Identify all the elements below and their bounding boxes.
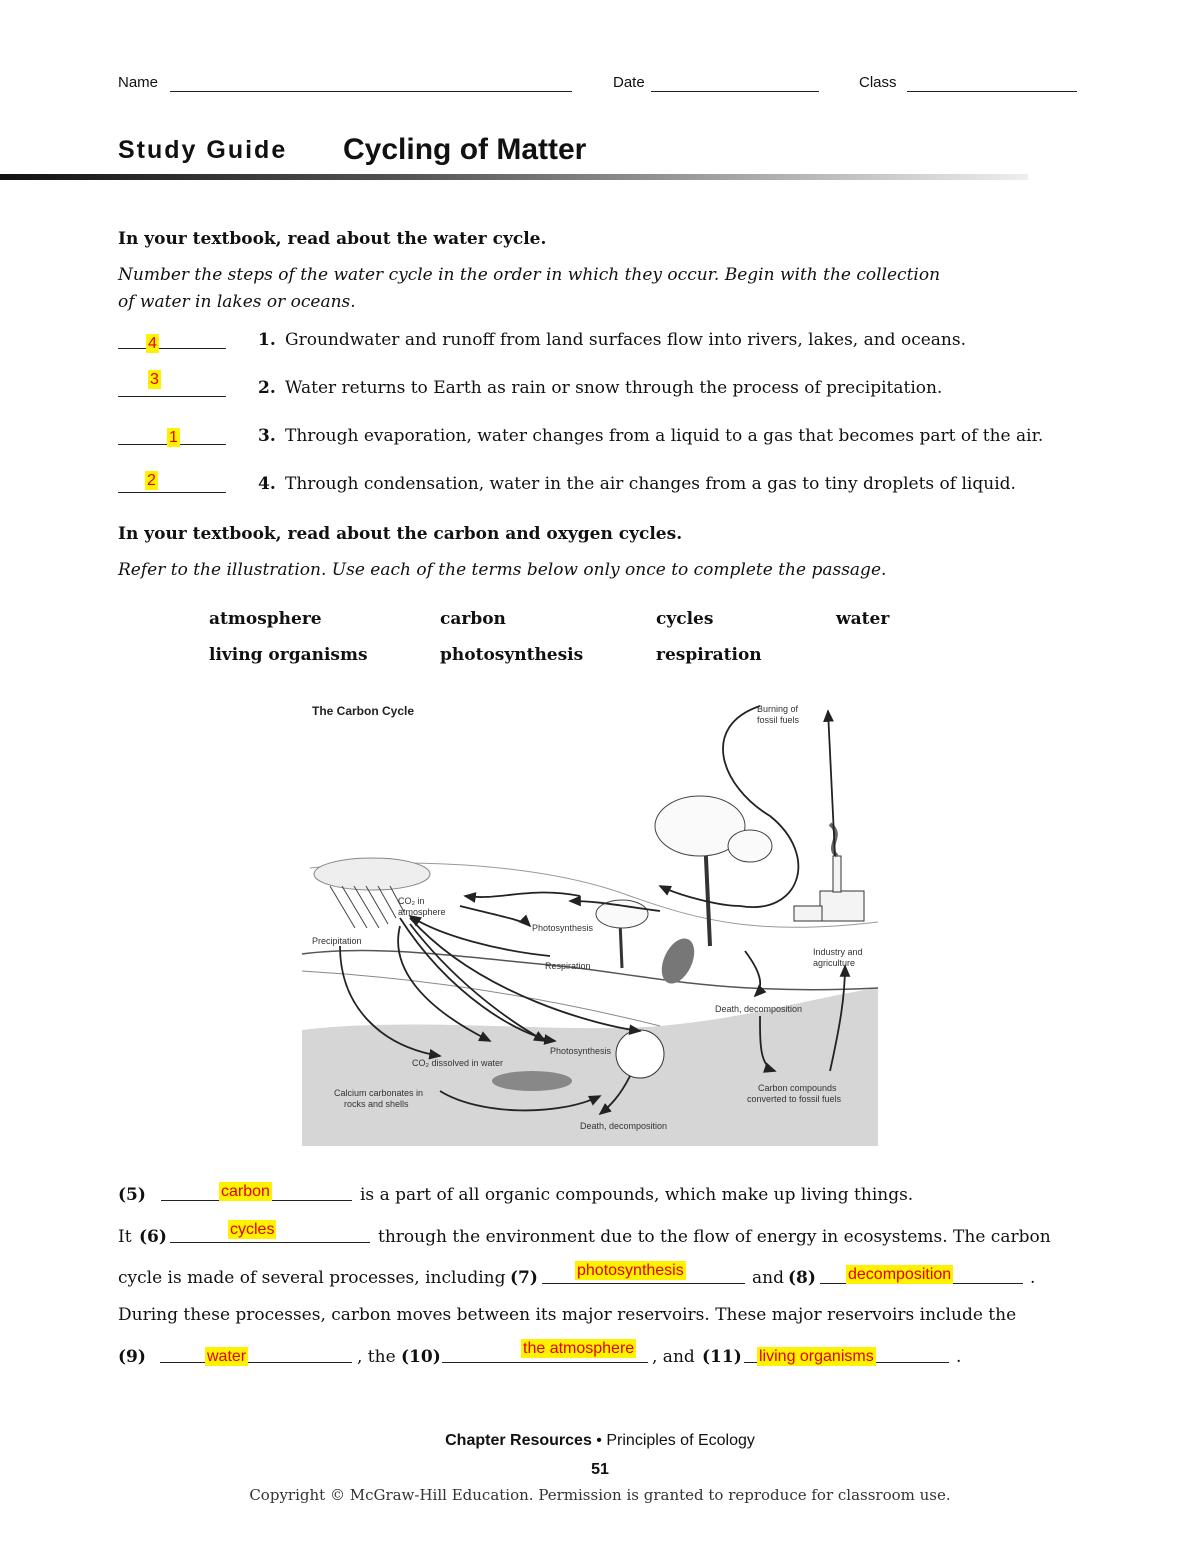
fish [492, 1071, 572, 1091]
label-carbon-compounds-1: Carbon compounds [758, 1083, 837, 1093]
label-precipitation: Precipitation [312, 936, 362, 946]
blank-10-answer[interactable]: the atmosphere [523, 1340, 635, 1357]
footer-unit: Principles of Ecology [606, 1432, 755, 1449]
blank-7-line[interactable] [542, 1283, 745, 1284]
passage-6-number: (6) [139, 1227, 167, 1247]
label-co2-atm-1: CO₂ in [398, 896, 425, 906]
blank-10-line[interactable] [442, 1362, 648, 1363]
step-4-answer[interactable]: 2 [147, 472, 156, 489]
passage-8-end: . [1030, 1268, 1036, 1288]
factory [794, 824, 864, 921]
copyright: Copyright © McGraw-Hill Education. Permission is granted to reproduce for classroom use. [249, 1486, 951, 1504]
water-instructions-2: of water in lakes or oceans. [118, 292, 356, 312]
passage-reservoirs: During these processes, carbon moves between its major reservoirs. These major reservoirs include the [118, 1305, 1017, 1325]
term-carbon: carbon [440, 609, 506, 629]
passage-5-number: (5) [118, 1185, 146, 1205]
label-death-water: Death, decomposition [580, 1121, 668, 1131]
date-label: Date [613, 74, 645, 91]
shore-line [302, 971, 660, 1026]
label-calcium-2: rocks and shells [344, 1099, 409, 1109]
label-carbon-compounds-2: converted to fossil fuels [747, 1094, 842, 1104]
term-cycles: cycles [656, 609, 714, 629]
term-photosynthesis: photosynthesis [440, 645, 584, 665]
blank-11-answer[interactable]: living organisms [759, 1348, 874, 1365]
plankton-inset [616, 1030, 664, 1078]
passage-5-text: is a part of all organic compounds, which make up living things. [360, 1185, 914, 1205]
passage-7-prefix: cycle is made of several processes, including [118, 1268, 506, 1288]
passage-11-end: . [956, 1347, 962, 1367]
blank-9-line[interactable] [160, 1362, 352, 1363]
blank-7-answer[interactable]: photosynthesis [577, 1262, 684, 1279]
carbon-cycle-diagram [300, 696, 880, 1146]
label-industry-2: agriculture [813, 958, 856, 968]
blank-6-line[interactable] [170, 1242, 370, 1243]
blank-6-answer[interactable]: cycles [230, 1221, 275, 1238]
small-tree [596, 900, 648, 968]
label-respiration: Respiration [545, 961, 591, 971]
passage-8-and: and [752, 1268, 784, 1288]
label-industry-1: Industry and [813, 947, 863, 957]
title-prefix: Study Guide [118, 136, 288, 164]
term-atmosphere: atmosphere [209, 609, 322, 629]
passage-6-text: through the environment due to the flow of energy in ecosystems. The carbon [378, 1227, 1051, 1247]
passage-6-prefix: It [118, 1227, 132, 1247]
label-photosynthesis-water: Photosynthesis [550, 1046, 612, 1056]
page-title: Cycling of Matter [343, 133, 587, 166]
class-label: Class [859, 74, 897, 91]
blank-8-answer[interactable]: decomposition [848, 1266, 952, 1283]
passage-7-number: (7) [510, 1268, 538, 1288]
label-co2-water: CO₂ dissolved in water [412, 1058, 504, 1068]
step-4-text: Through condensation, water in the air changes from a gas to tiny droplets of liquid. [285, 474, 1016, 494]
animal [655, 933, 701, 988]
carbon-heading: In your textbook, read about the carbon and oxygen cycles. [118, 524, 683, 544]
name-label: Name [118, 74, 159, 91]
carbon-instructions: Refer to the illustration. Use each of the terms below only once to complete the passage. [118, 560, 887, 580]
rain [330, 886, 404, 928]
date-field[interactable] [651, 91, 819, 92]
term-respiration: respiration [656, 645, 762, 665]
label-calcium-1: Calcium carbonates in [334, 1088, 424, 1098]
label-burning-2: fossil fuels [757, 715, 800, 725]
passage-11-and: , and [652, 1347, 695, 1367]
label-burning-1: Burning of [757, 704, 799, 714]
step-4-number: 4. [258, 474, 276, 494]
step-4-answer-line[interactable] [118, 492, 226, 493]
passage-9-number: (9) [118, 1347, 146, 1367]
label-co2-atm-2: atmosphere [398, 907, 446, 917]
large-tree [655, 796, 772, 946]
water-instructions-1: Number the steps of the water cycle in the order in which they occur. Begin with the collection [118, 265, 941, 285]
passage-8-number: (8) [788, 1268, 816, 1288]
name-field[interactable] [170, 91, 572, 92]
label-death-land: Death, decomposition [715, 1004, 803, 1014]
step-3-answer[interactable]: 1 [169, 429, 178, 446]
footer-resources [0, 1432, 1200, 1450]
passage-10-the: , the [357, 1347, 396, 1367]
cloud [314, 858, 430, 890]
page-number: 51 [591, 1461, 609, 1478]
term-living-organisms: living organisms [209, 645, 368, 665]
blank-5-answer[interactable]: carbon [221, 1183, 270, 1200]
step-2-text: Water returns to Earth as rain or snow through the process of precipitation. [285, 378, 943, 398]
label-photosynthesis-land: Photosynthesis [532, 923, 594, 933]
step-1-answer-line[interactable] [118, 348, 226, 349]
passage-11-number: (11) [702, 1347, 742, 1367]
footer-bullet: • [596, 1432, 602, 1449]
diagram-title: The Carbon Cycle [312, 704, 415, 718]
title-rule [0, 174, 1028, 180]
passage-10-number: (10) [401, 1347, 441, 1367]
water-heading: In your textbook, read about the water cycle. [118, 229, 547, 249]
step-1-answer[interactable]: 4 [148, 335, 157, 352]
step-3-text: Through evaporation, water changes from a liquid to a gas that becomes part of the air. [285, 426, 1044, 446]
step-2-answer[interactable]: 3 [150, 371, 159, 388]
step-2-answer-line[interactable] [118, 396, 226, 397]
step-3-number: 3. [258, 426, 276, 446]
class-field[interactable] [907, 91, 1077, 92]
step-1-number: 1. [258, 330, 276, 350]
term-water: water [836, 609, 890, 629]
blank-9-answer[interactable]: water [207, 1348, 247, 1365]
footer-resources-label: Chapter Resources [445, 1432, 592, 1449]
step-1-text: Groundwater and runoff from land surfaces flow into rivers, lakes, and oceans. [285, 330, 966, 350]
step-2-number: 2. [258, 378, 276, 398]
